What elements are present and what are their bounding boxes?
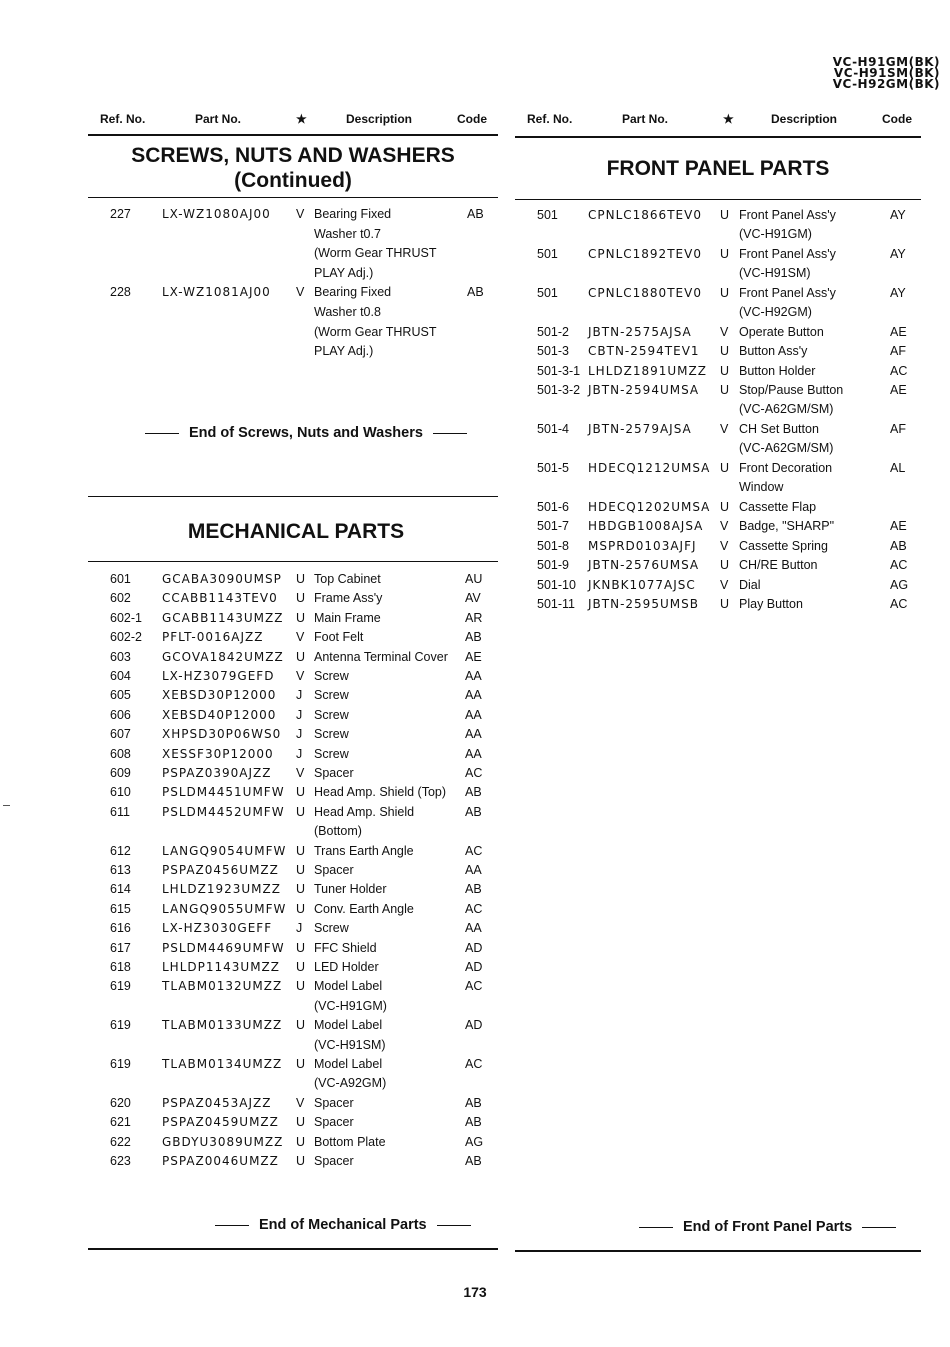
part-no-cell: XEBSD40P12000	[162, 707, 277, 722]
model-3: VC-H92GM(BK)	[832, 77, 940, 91]
ref-cell: 615	[110, 901, 131, 916]
mark-cell: U	[296, 591, 306, 606]
model-1: VC-H91GM(BK)	[832, 55, 940, 69]
code-cell: AB	[467, 285, 484, 300]
header-star: ★	[296, 112, 307, 126]
mark-cell: U	[296, 843, 306, 858]
code-cell: AE	[890, 324, 907, 339]
ref-cell: 609	[110, 766, 131, 780]
part-no-cell: CPNLC1866TEV0	[588, 208, 702, 222]
header-star: ★	[723, 112, 734, 126]
section-title-line: (Continued)	[234, 169, 352, 192]
screws-end-note	[145, 425, 477, 441]
mark-cell: U	[296, 1115, 306, 1130]
description-cell: CH Set Button	[739, 421, 819, 436]
description-cell: FFC Shield	[314, 940, 377, 955]
mechanical-end-text: End of Mechanical Parts	[259, 1217, 427, 1233]
ref-cell: 620	[110, 1095, 131, 1110]
code-cell: AC	[465, 1057, 483, 1071]
description-cell: Bearing Fixed	[314, 207, 392, 221]
header-ref: Ref. No.	[100, 112, 146, 126]
part-no-cell: PFLT-0016AJZZ	[162, 630, 264, 645]
section-rule	[88, 197, 498, 198]
description-cell: Trans Earth Angle	[314, 843, 414, 858]
section-rule	[88, 496, 498, 497]
ref-cell: 617	[110, 940, 131, 955]
code-cell: AY	[890, 208, 906, 222]
part-no-cell: HDECQ1212UMSA	[588, 460, 711, 475]
ref-cell: 501	[537, 246, 558, 261]
description-cell: Window	[739, 480, 784, 495]
dash	[145, 433, 179, 434]
mark-cell: U	[296, 901, 306, 916]
mark-cell: J	[296, 688, 303, 703]
code-cell: AC	[890, 597, 908, 611]
mechanical-end-note	[215, 1217, 481, 1233]
description-cell: Cassette Flap	[739, 499, 817, 514]
mark-cell: U	[720, 558, 730, 573]
part-no-cell: LX-WZ1080AJ00	[162, 207, 271, 221]
code-cell: AA	[465, 707, 482, 722]
dash	[215, 1225, 249, 1226]
ref-cell: 601	[110, 572, 131, 586]
front-panel-end-text: End of Front Panel Parts	[683, 1219, 853, 1235]
description-cell: (VC-A62GM/SM)	[739, 402, 834, 417]
part-no-cell: LANGQ9055UMFW	[162, 901, 287, 916]
dash	[639, 1227, 673, 1228]
ref-cell: 602-2	[110, 630, 142, 645]
bottom-rule	[515, 1250, 921, 1252]
description-cell: LED Holder	[314, 960, 379, 974]
ref-cell: 602-1	[110, 610, 142, 625]
mark-cell: J	[296, 921, 303, 936]
part-no-cell: LX-HZ3030GEFF	[162, 921, 273, 936]
mark-cell: U	[720, 597, 730, 611]
ref-cell: 619	[110, 1057, 131, 1071]
part-no-cell: HBDGB1008AJSA	[588, 519, 704, 534]
mark-cell: U	[296, 610, 306, 625]
code-cell: AY	[890, 285, 906, 300]
description-cell: Badge, "SHARP"	[739, 519, 835, 534]
mark-cell: V	[720, 519, 729, 534]
description-cell: (Bottom)	[314, 824, 362, 839]
description-cell: Model Label	[314, 1018, 383, 1033]
code-cell: AA	[465, 863, 482, 877]
part-no-cell: JBTN-2579AJSA	[588, 421, 692, 436]
ref-cell: 501-10	[537, 577, 576, 592]
screws-end-text: End of Screws, Nuts and Washers	[189, 425, 423, 441]
section-title-front-panel: FRONT PANEL PARTS	[606, 157, 830, 180]
mark-cell: J	[296, 746, 303, 761]
mark-cell: U	[720, 344, 730, 359]
description-cell: Washer t0.8	[314, 304, 381, 319]
ref-cell: 622	[110, 1134, 131, 1149]
ref-cell: 621	[110, 1115, 131, 1130]
mark-cell: V	[720, 538, 729, 553]
dash	[862, 1227, 896, 1228]
part-no-cell: TLABM0134UMZZ	[162, 1057, 283, 1071]
part-no-cell: XESSF30P12000	[162, 746, 274, 761]
header-code: Code	[882, 112, 912, 126]
header-part: Part No.	[195, 112, 242, 126]
mark-cell: V	[296, 285, 305, 300]
ref-cell: 501-9	[537, 558, 569, 573]
part-no-cell: GBDYU3089UMZZ	[162, 1134, 284, 1149]
part-no-cell: PSPAZ0456UMZZ	[162, 863, 279, 877]
header-rule	[515, 136, 921, 138]
code-cell: AC	[890, 363, 908, 378]
code-cell: AD	[465, 940, 483, 955]
code-cell: AC	[465, 901, 483, 916]
part-no-cell: CPNLC1892TEV0	[588, 246, 702, 261]
ref-cell: 501-3-1	[537, 363, 581, 378]
ref-cell: 501-8	[537, 538, 569, 553]
description-cell: Spacer	[314, 1095, 354, 1110]
part-no-cell: LX-WZ1081AJ00	[162, 285, 271, 300]
ref-cell: 501-3	[537, 344, 569, 359]
part-no-cell: XHPSD30P06WS0	[162, 727, 282, 742]
description-cell: (VC-H92GM)	[739, 305, 812, 320]
part-no-cell: GCOVA1842UMZZ	[162, 649, 284, 664]
description-cell: Button Holder	[739, 363, 816, 378]
description-cell: Screw	[314, 707, 349, 722]
ref-cell: 227	[110, 207, 131, 221]
code-cell: AG	[465, 1134, 484, 1149]
code-cell: AB	[890, 538, 907, 553]
ref-cell: 603	[110, 649, 131, 664]
description-cell: (VC-H91GM)	[314, 998, 387, 1013]
mark-cell: U	[720, 363, 730, 378]
part-no-cell: TLABM0133UMZZ	[162, 1018, 283, 1033]
code-cell: AE	[890, 519, 907, 534]
mark-cell: V	[720, 324, 729, 339]
mark-cell: U	[296, 882, 306, 897]
description-cell: Spacer	[314, 1154, 354, 1168]
description-cell: Front Panel Ass'y	[739, 246, 836, 261]
mark-cell: U	[296, 1154, 306, 1168]
header-desc: Description	[771, 112, 838, 126]
part-no-cell: TLABM0132UMZZ	[162, 979, 283, 994]
code-cell: AB	[465, 882, 482, 897]
ref-cell: 606	[110, 707, 131, 722]
part-no-cell: LHLDP1143UMZZ	[162, 960, 280, 974]
mark-cell: U	[296, 804, 306, 819]
model-2: VC-H91SM(BK)	[833, 66, 940, 80]
description-cell: Front Panel Ass'y	[739, 285, 836, 300]
description-cell: Spacer	[314, 1115, 354, 1130]
description-cell: Screw	[314, 688, 349, 703]
code-cell: AB	[465, 804, 482, 819]
part-no-cell: PSLDM4451UMFW	[162, 785, 285, 800]
code-cell: AA	[465, 688, 482, 703]
description-cell: Bottom Plate	[314, 1134, 386, 1149]
ref-cell: 612	[110, 843, 131, 858]
description-cell: Main Frame	[314, 610, 381, 625]
mark-cell: V	[296, 630, 305, 645]
code-cell: AC	[465, 979, 483, 994]
mark-cell: V	[296, 766, 305, 780]
description-cell: Screw	[314, 669, 349, 683]
description-cell: Front Panel Ass'y	[739, 208, 836, 222]
part-no-cell: LANGQ9054UMFW	[162, 843, 287, 858]
part-no-cell: HDECQ1202UMSA	[588, 499, 711, 514]
code-cell: AD	[465, 960, 483, 974]
code-cell: AU	[465, 572, 483, 586]
ref-cell: 604	[110, 669, 131, 683]
mark-cell: U	[720, 383, 730, 398]
part-no-cell: PSPAZ0453AJZZ	[162, 1095, 272, 1110]
ref-cell: 614	[110, 882, 131, 897]
mark-cell: U	[720, 208, 730, 222]
code-cell: AG	[890, 577, 909, 592]
code-cell: AR	[465, 610, 483, 625]
mark-cell: U	[296, 863, 306, 877]
code-cell: AA	[465, 746, 482, 761]
ref-cell: 501	[537, 285, 558, 300]
header-desc: Description	[346, 112, 413, 126]
code-cell: AB	[467, 207, 484, 221]
ref-cell: 501-11	[537, 597, 575, 611]
description-cell: Stop/Pause Button	[739, 383, 844, 398]
description-cell: Spacer	[314, 863, 354, 877]
code-cell: AL	[890, 460, 906, 475]
header-ref: Ref. No.	[527, 112, 573, 126]
description-cell: Operate Button	[739, 324, 824, 339]
mark-cell: U	[720, 499, 730, 514]
section-title-screws	[88, 143, 498, 193]
code-cell: AB	[465, 1154, 482, 1168]
mark-cell: V	[296, 669, 305, 683]
mark-cell: U	[296, 785, 306, 800]
mark-cell: U	[720, 285, 730, 300]
description-cell: Spacer	[314, 766, 354, 780]
code-cell: AC	[890, 558, 908, 573]
ref-cell: 501-2	[537, 324, 569, 339]
part-no-cell: CBTN-2594TEV1	[588, 344, 700, 359]
mark-cell: J	[296, 707, 303, 722]
ref-cell: 610	[110, 785, 131, 800]
code-cell: AF	[890, 344, 906, 359]
description-cell: Frame Ass'y	[314, 591, 383, 606]
ref-cell: 608	[110, 746, 131, 761]
mark-cell: U	[296, 979, 306, 994]
ref-cell: 607	[110, 727, 131, 742]
bottom-rule	[88, 1248, 498, 1250]
description-cell: Dial	[739, 577, 761, 592]
section-title-mechanical: MECHANICAL PARTS	[187, 520, 405, 543]
ref-cell: 501-6	[537, 499, 569, 514]
part-no-cell: JBTN-2575AJSA	[588, 324, 692, 339]
ref-cell: 501-3-2	[537, 383, 581, 398]
dash	[433, 433, 467, 434]
description-cell: (VC-A92GM)	[314, 1076, 387, 1091]
part-no-cell: LHLDZ1923UMZZ	[162, 882, 281, 897]
mark-cell: U	[296, 1134, 306, 1149]
description-cell: Model Label	[314, 979, 383, 994]
margin-mark	[3, 805, 10, 806]
description-cell: Top Cabinet	[314, 572, 381, 586]
mark-cell: J	[296, 727, 303, 742]
code-cell: AA	[465, 727, 482, 742]
code-cell: AC	[465, 766, 483, 780]
code-cell: AB	[465, 1095, 482, 1110]
part-no-cell: JBTN-2594UMSA	[588, 383, 700, 398]
ref-cell: 619	[110, 979, 131, 994]
header-code: Code	[457, 112, 487, 126]
ref-cell: 616	[110, 921, 131, 936]
front-panel-end-note	[639, 1219, 906, 1235]
section-title-line: SCREWS, NUTS AND WASHERS	[131, 144, 455, 167]
ref-cell: 501-7	[537, 519, 569, 534]
description-cell: (VC-A62GM/SM)	[739, 441, 834, 456]
ref-cell: 618	[110, 960, 131, 974]
code-cell: AC	[465, 843, 483, 858]
part-no-cell: PSLDM4469UMFW	[162, 940, 285, 955]
ref-cell: 623	[110, 1154, 131, 1168]
description-cell: (Worm Gear THRUST	[314, 324, 437, 339]
part-no-cell: CCABB1143TEV0	[162, 591, 278, 606]
ref-cell: 602	[110, 591, 131, 606]
description-cell: Button Ass'y	[739, 344, 808, 359]
part-no-cell: PSLDM4452UMFW	[162, 804, 285, 819]
description-cell: (VC-H91SM)	[739, 266, 811, 281]
section-rule	[515, 199, 921, 200]
ref-cell: 619	[110, 1018, 131, 1033]
description-cell: Conv. Earth Angle	[314, 901, 414, 916]
description-cell: Model Label	[314, 1057, 383, 1071]
header-part: Part No.	[622, 112, 669, 126]
mark-cell: U	[296, 649, 306, 664]
part-no-cell: JBTN-2595UMSB	[588, 597, 699, 611]
description-cell: Screw	[314, 727, 349, 742]
dash	[437, 1225, 471, 1226]
mark-cell: U	[296, 1018, 306, 1033]
ref-cell: 501	[537, 208, 558, 222]
mark-cell: V	[720, 577, 729, 592]
part-no-cell: JKNBK1077AJSC	[588, 577, 696, 592]
mark-cell: V	[296, 207, 305, 221]
description-cell: Screw	[314, 746, 349, 761]
description-cell: Play Button	[739, 597, 803, 611]
part-no-cell: PSPAZ0046UMZZ	[162, 1154, 279, 1168]
mark-cell: V	[720, 421, 729, 436]
mark-cell: U	[720, 460, 730, 475]
ref-cell: 228	[110, 285, 131, 300]
part-no-cell: CPNLC1880TEV0	[588, 285, 702, 300]
description-cell: (VC-H91GM)	[739, 227, 812, 242]
description-cell: Bearing Fixed	[314, 285, 392, 300]
part-no-cell: LHLDZ1891UMZZ	[588, 363, 707, 378]
description-cell: (VC-H91SM)	[314, 1037, 386, 1052]
code-cell: AV	[465, 591, 481, 606]
part-no-cell: LX-HZ3079GEFD	[162, 669, 275, 683]
section-rule	[88, 561, 498, 562]
code-cell: AB	[465, 630, 482, 645]
mark-cell: U	[296, 960, 306, 974]
description-cell: Foot Felt	[314, 630, 364, 645]
code-cell: AB	[465, 1115, 482, 1130]
description-cell: Head Amp. Shield	[314, 804, 415, 819]
part-no-cell: XEBSD30P12000	[162, 688, 277, 703]
code-cell: AE	[890, 383, 907, 398]
code-cell: AF	[890, 421, 906, 436]
ref-cell: 613	[110, 863, 131, 877]
part-no-cell: GCABB1143UMZZ	[162, 610, 284, 625]
part-no-cell: GCABA3090UMSP	[162, 572, 282, 586]
header-rule	[88, 134, 498, 136]
ref-cell: 501-5	[537, 460, 569, 475]
description-cell: Washer t0.7	[314, 226, 381, 241]
part-no-cell: JBTN-2576UMSA	[588, 558, 700, 573]
code-cell: AB	[465, 785, 482, 800]
part-no-cell: MSPRD0103AJFJ	[588, 538, 697, 553]
mark-cell: U	[296, 1057, 306, 1071]
part-no-cell: PSPAZ0459UMZZ	[162, 1115, 279, 1130]
description-cell: Screw	[314, 921, 349, 936]
mark-cell: U	[296, 572, 306, 586]
ref-cell: 501-4	[537, 421, 569, 436]
code-cell: AD	[465, 1018, 483, 1033]
description-cell: Front Decoration	[739, 460, 833, 475]
description-cell: PLAY Adj.)	[314, 344, 374, 359]
model-list	[833, 57, 940, 90]
description-cell: Head Amp. Shield (Top)	[314, 785, 447, 800]
code-cell: AA	[465, 669, 482, 683]
ref-cell: 611	[110, 804, 130, 819]
code-cell: AE	[465, 649, 482, 664]
mark-cell: V	[296, 1095, 305, 1110]
code-cell: AY	[890, 246, 906, 261]
description-cell: Antenna Terminal Cover	[314, 649, 448, 664]
description-cell: PLAY Adj.)	[314, 265, 374, 280]
mark-cell: U	[296, 940, 306, 955]
description-cell: Cassette Spring	[739, 538, 828, 553]
code-cell: AA	[465, 921, 482, 936]
description-cell: Tuner Holder	[314, 882, 387, 897]
part-no-cell: PSPAZ0390AJZZ	[162, 766, 272, 780]
ref-cell: 605	[110, 688, 131, 703]
description-cell: (Worm Gear THRUST	[314, 246, 437, 261]
description-cell: CH/RE Button	[739, 558, 818, 573]
mark-cell: U	[720, 246, 730, 261]
page-number: 173	[463, 1284, 487, 1300]
